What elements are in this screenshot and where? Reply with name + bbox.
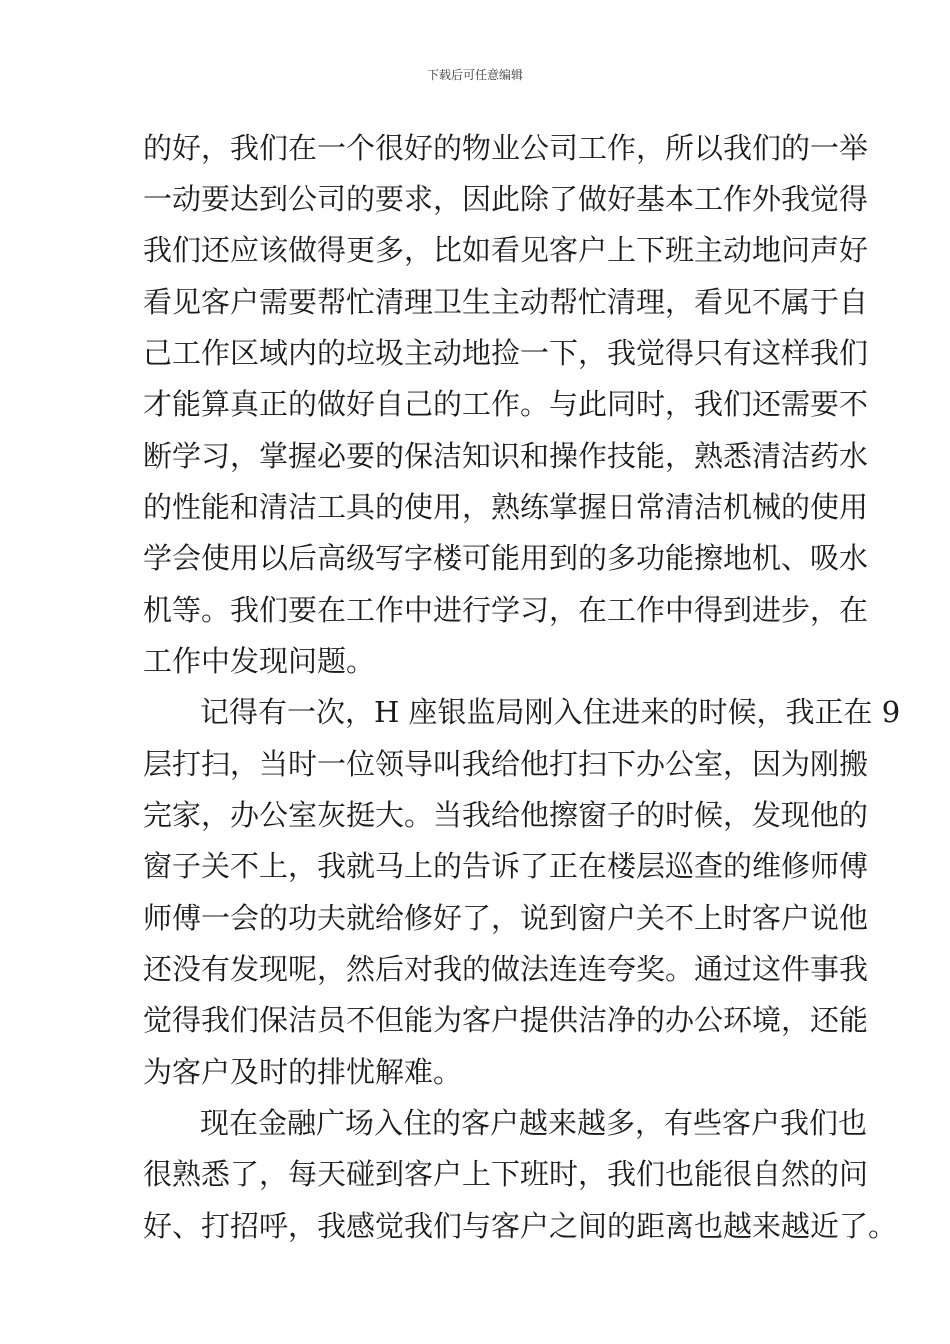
page-header: 下载后可任意编辑 [426,68,523,82]
text-line: 还没有发现呢，然后对我的做法连连夸奖。通过这件事我 [143,952,869,986]
text-line: 好、打招呼，我感觉我们与客户之间的距离也越来越近了。 [143,1209,898,1243]
text-line: 一动要达到公司的要求，因此除了做好基本工作外我觉得 [143,182,869,216]
text-line: 的性能和清洁工具的使用，熟练掌握日常清洁机械的使用 [143,490,869,524]
text-line: 工作中发现问题。 [143,644,376,678]
paragraph-first-line: 记得有一次，H 座银监局刚入住进来的时候，我正在 9 [200,695,901,729]
text-line: 窗子关不上，我就马上的告诉了正在楼层巡查的维修师傅 [143,849,869,883]
text-line: 师傅一会的功夫就给修好了，说到窗户关不上时客户说他 [143,901,869,935]
text-line: 觉得我们保洁员不但能为客户提供洁净的办公环境，还能 [143,1003,869,1037]
text-line: 看见客户需要帮忙清理卫生主动帮忙清理，看见不属于自 [143,285,869,319]
text-line: 为客户及时的排忧解难。 [143,1055,463,1089]
text-line: 我们还应该做得更多，比如看见客户上下班主动地问声好 [143,233,869,267]
text-line: 断学习，掌握必要的保洁知识和操作技能，熟悉清洁药水 [143,439,869,473]
text-line: 的好，我们在一个很好的物业公司工作，所以我们的一举 [143,131,869,165]
text-line: 层打扫，当时一位领导叫我给他打扫下办公室，因为刚搬 [143,747,869,781]
text-line: 才能算真正的做好自己的工作。与此同时，我们还需要不 [143,387,869,421]
text-line: 完家，办公室灰挺大。当我给他擦窗子的时候，发现他的 [143,798,869,832]
text-line: 很熟悉了，每天碰到客户上下班时，我们也能很自然的问 [143,1157,869,1191]
text-line: 己工作区域内的垃圾主动地捡一下，我觉得只有这样我们 [143,336,869,370]
text-line: 机等。我们要在工作中进行学习，在工作中得到进步，在 [143,593,869,627]
text-line: 学会使用以后高级写字楼可能用到的多功能擦地机、吸水 [143,541,869,575]
paragraph-first-line: 现在金融广场入住的客户越来越多，有些客户我们也 [200,1106,868,1140]
